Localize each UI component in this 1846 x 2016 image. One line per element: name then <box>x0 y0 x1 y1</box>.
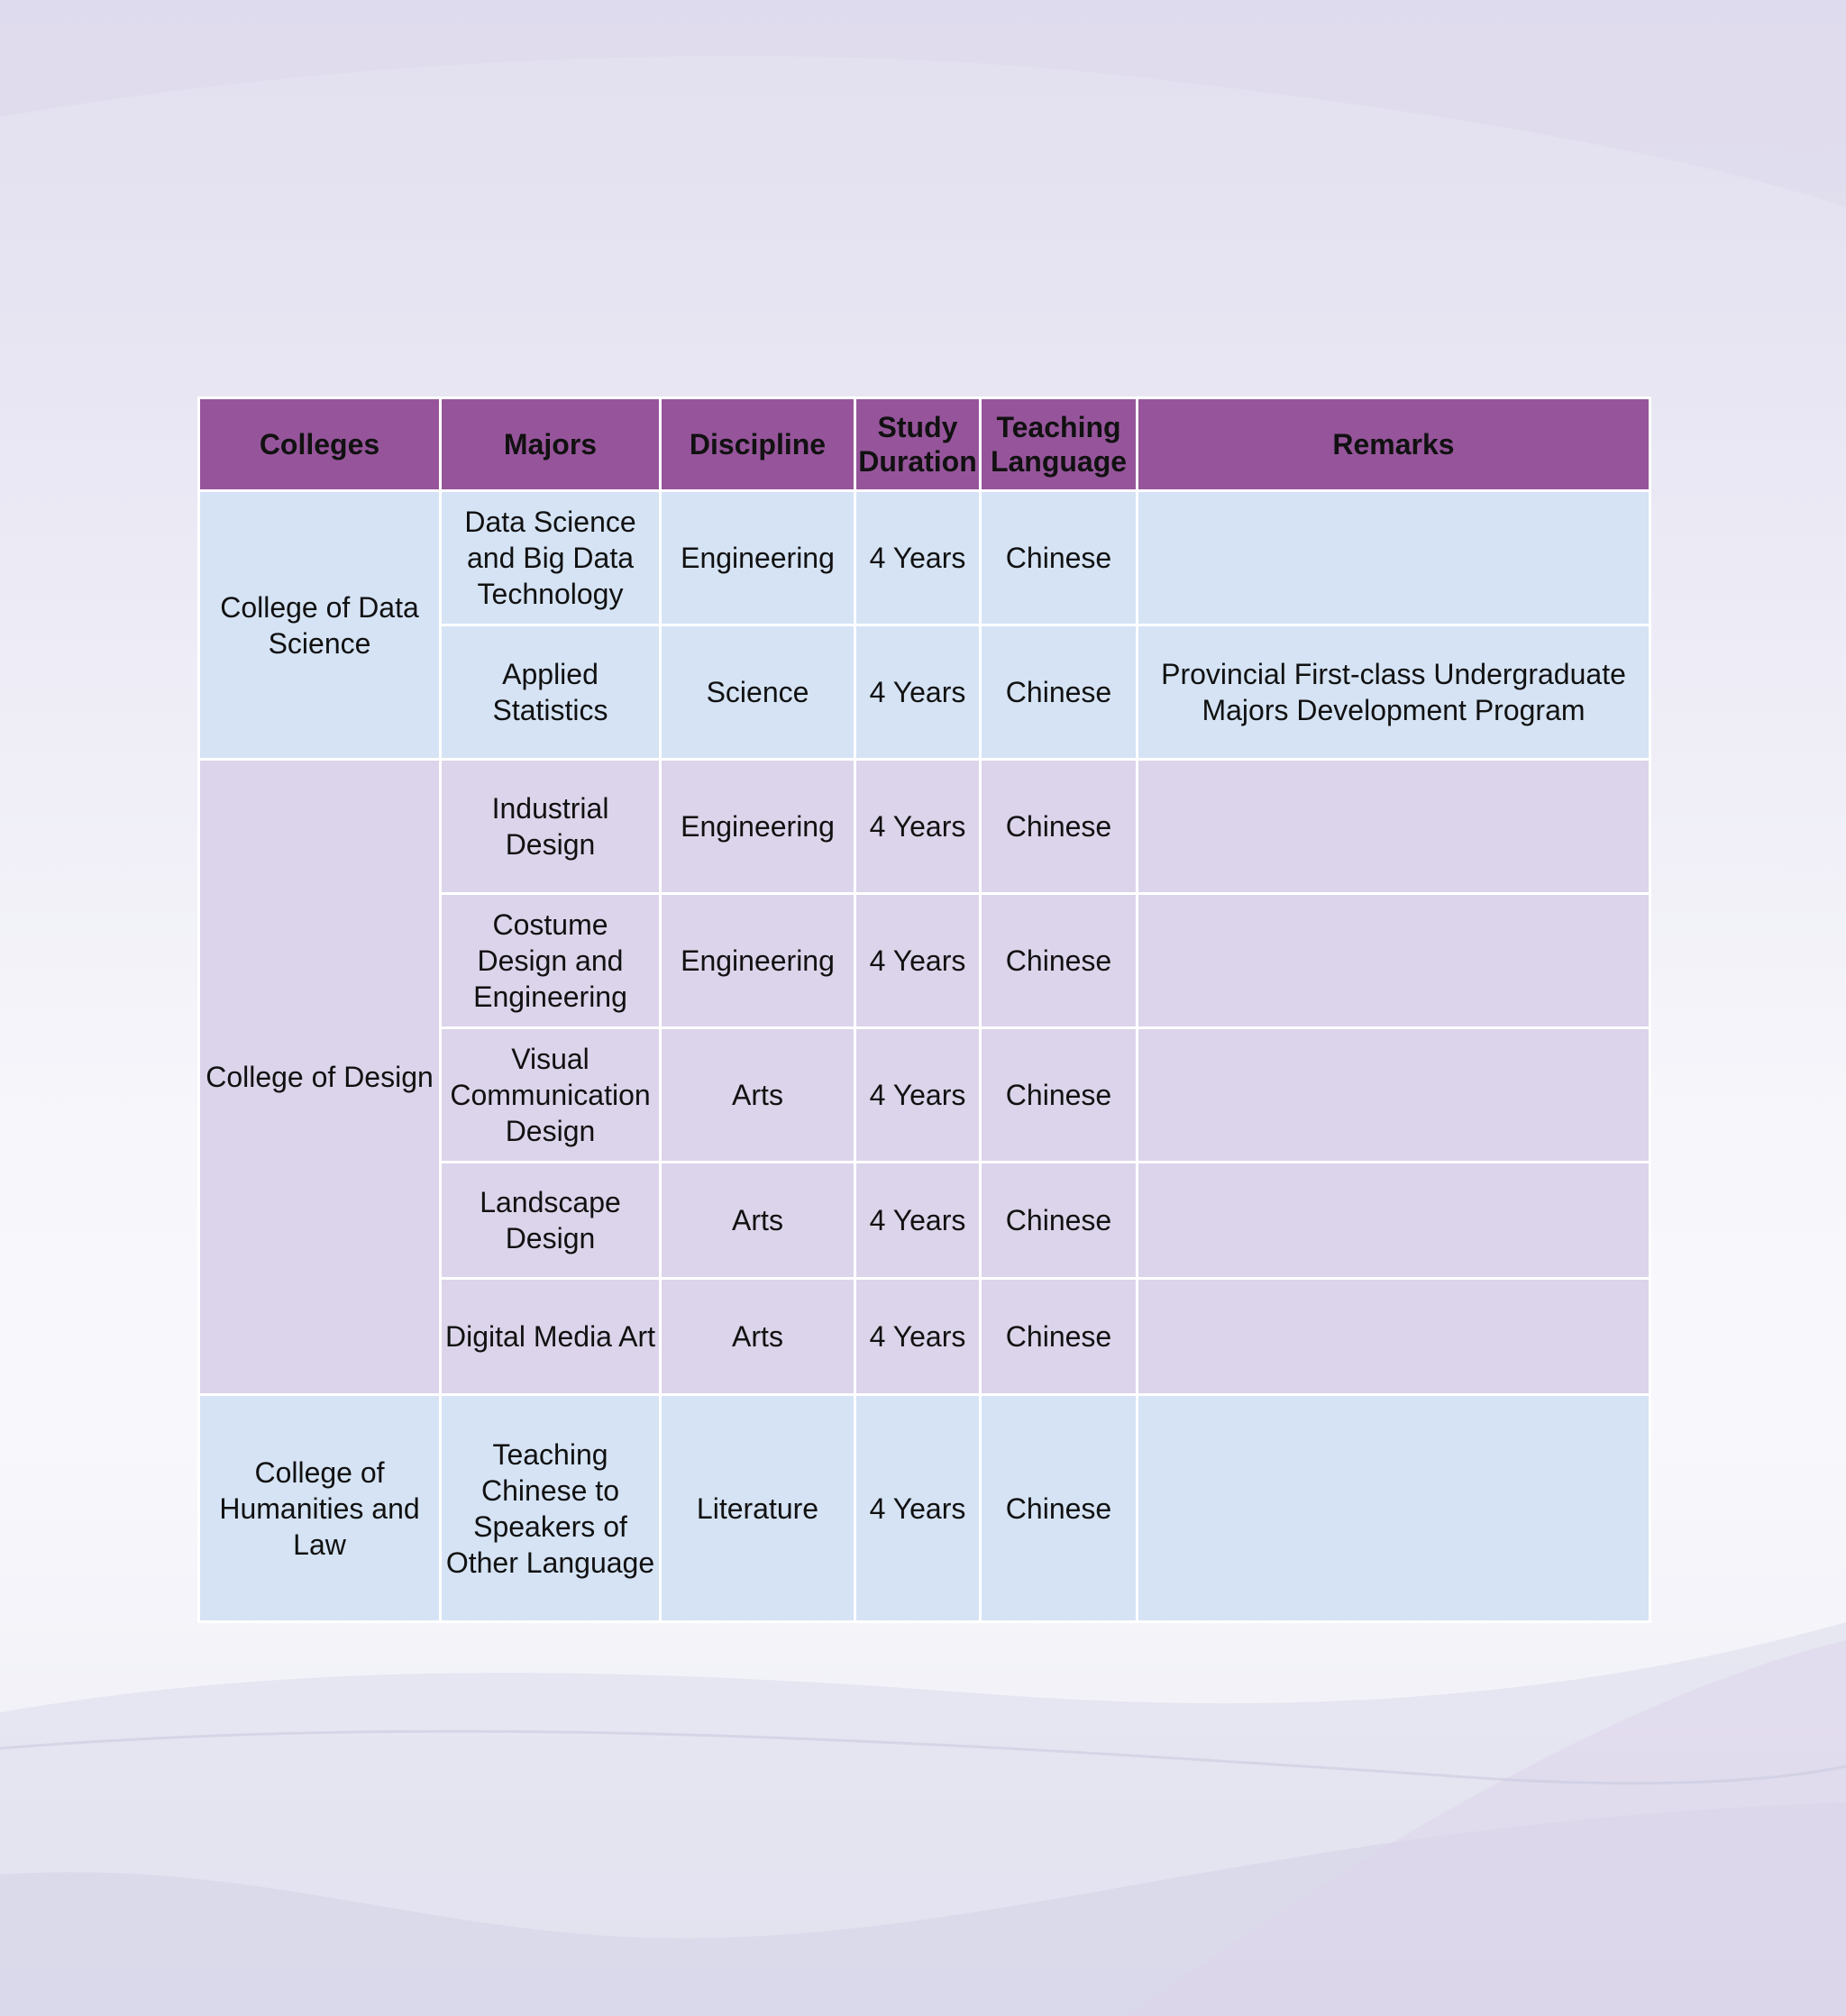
language-cell: Chinese <box>981 491 1138 625</box>
college-cell: College of Humanities and Law <box>199 1395 441 1622</box>
remarks-cell: Provincial First-class Undergraduate Majors Development Program <box>1138 625 1650 760</box>
header-teaching-language: Teaching Language <box>981 398 1138 491</box>
remarks-cell <box>1138 1279 1650 1395</box>
duration-cell: 4 Years <box>855 760 981 894</box>
discipline-cell: Science <box>661 625 855 760</box>
duration-cell: 4 Years <box>855 1279 981 1395</box>
language-cell: Chinese <box>981 894 1138 1028</box>
duration-cell: 4 Years <box>855 894 981 1028</box>
discipline-cell: Arts <box>661 1028 855 1163</box>
major-cell: Landscape Design <box>441 1163 661 1279</box>
major-cell: Data Science and Big Data Technology <box>441 491 661 625</box>
language-cell: Chinese <box>981 760 1138 894</box>
college-cell: College of Design <box>199 760 441 1395</box>
duration-cell: 4 Years <box>855 625 981 760</box>
discipline-cell: Literature <box>661 1395 855 1622</box>
discipline-cell: Arts <box>661 1163 855 1279</box>
header-discipline: Discipline <box>661 398 855 491</box>
header-majors: Majors <box>441 398 661 491</box>
remarks-cell <box>1138 1163 1650 1279</box>
duration-cell: 4 Years <box>855 1028 981 1163</box>
table-row <box>199 1395 1650 1622</box>
language-cell: Chinese <box>981 1163 1138 1279</box>
table-row <box>199 491 1650 625</box>
major-cell: Costume Design and Engineering <box>441 894 661 1028</box>
discipline-cell: Engineering <box>661 760 855 894</box>
discipline-cell: Arts <box>661 1279 855 1395</box>
remarks-cell <box>1138 1395 1650 1622</box>
language-cell: Chinese <box>981 1279 1138 1395</box>
majors-table-container <box>197 397 1649 1623</box>
major-cell: Applied Statistics <box>441 625 661 760</box>
table-row <box>199 760 1650 894</box>
majors-table <box>197 397 1651 1623</box>
college-cell: College of Data Science <box>199 491 441 760</box>
header-study-duration: Study Duration <box>855 398 981 491</box>
remarks-cell <box>1138 894 1650 1028</box>
remarks-cell <box>1138 760 1650 894</box>
discipline-cell: Engineering <box>661 491 855 625</box>
remarks-cell <box>1138 1028 1650 1163</box>
duration-cell: 4 Years <box>855 491 981 625</box>
duration-cell: 4 Years <box>855 1163 981 1279</box>
major-cell: Industrial Design <box>441 760 661 894</box>
duration-cell: 4 Years <box>855 1395 981 1622</box>
language-cell: Chinese <box>981 625 1138 760</box>
remarks-cell <box>1138 491 1650 625</box>
table-header-row <box>199 398 1650 491</box>
language-cell: Chinese <box>981 1395 1138 1622</box>
language-cell: Chinese <box>981 1028 1138 1163</box>
major-cell: Digital Media Art <box>441 1279 661 1395</box>
header-remarks: Remarks <box>1138 398 1650 491</box>
header-colleges: Colleges <box>199 398 441 491</box>
major-cell: Visual Communication Design <box>441 1028 661 1163</box>
discipline-cell: Engineering <box>661 894 855 1028</box>
major-cell: Teaching Chinese to Speakers of Other Language <box>441 1395 661 1622</box>
